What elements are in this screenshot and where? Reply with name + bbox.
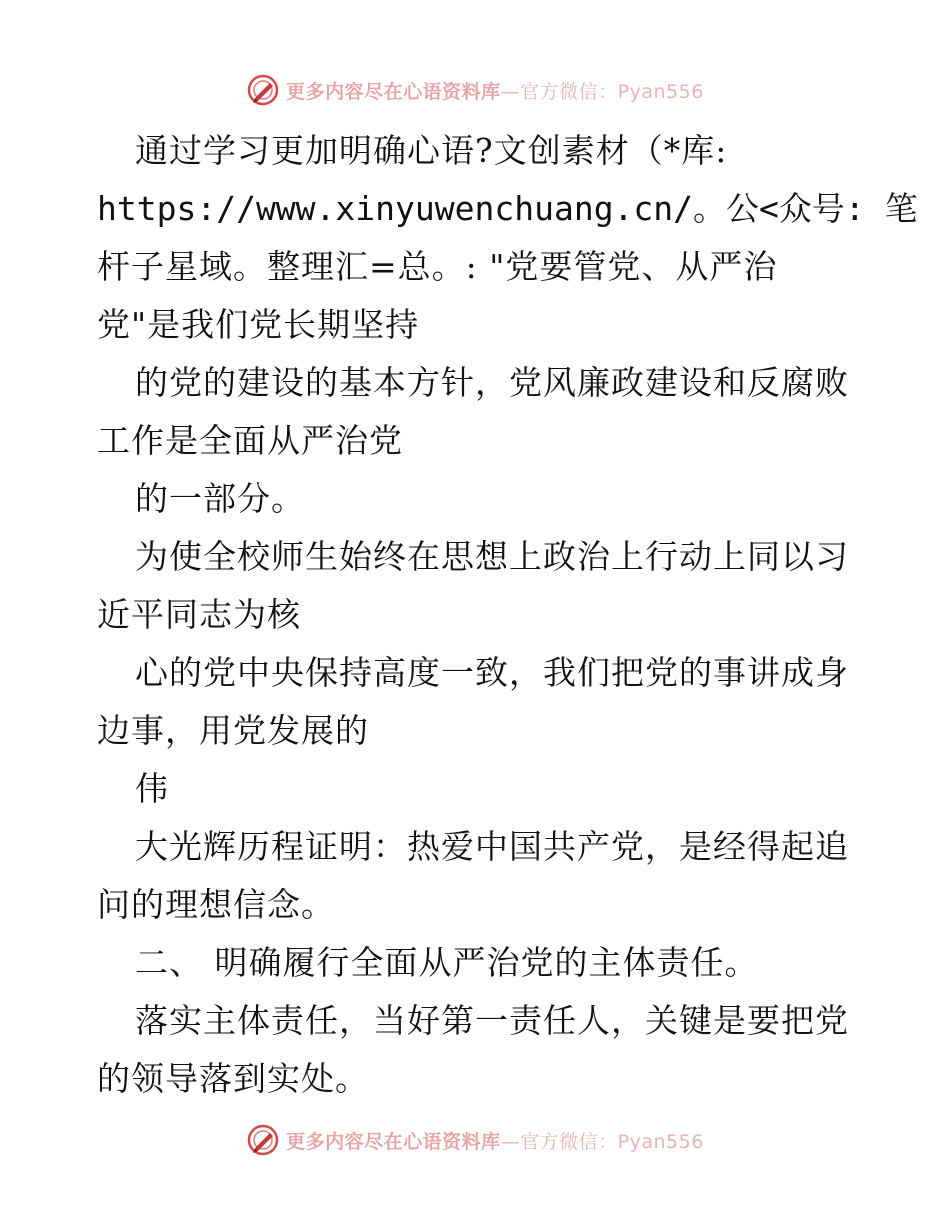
section-heading: 二、 明确履行全面从严治党的主体责任。 xyxy=(135,943,759,982)
body-line: 的一部分。 xyxy=(135,479,305,518)
header-contact-text: —官方微信：Pyan556 xyxy=(500,80,704,103)
body-line: https://www.xinyuwenchuang.cn/。公<众号: 笔 xyxy=(97,189,918,228)
footer-watermark xyxy=(0,1120,950,1160)
body-line: 杆子星域。整理汇=总。: "党要管党、从严治 xyxy=(97,247,778,286)
header-watermark-text xyxy=(286,77,704,104)
footer-brand-text: 更多内容尽在心语资料库 xyxy=(286,1130,501,1153)
header-brand-text: 更多内容尽在心语资料库 xyxy=(286,80,501,103)
body-line: 的领导落到实处。 xyxy=(97,1059,369,1098)
body-line: 的党的建设的基本方针，党风廉政建设和反腐败 xyxy=(135,363,849,402)
document-body xyxy=(97,122,918,1108)
body-line: 党"是我们党长期坚持 xyxy=(97,305,420,344)
body-line: 为使全校师生始终在思想上政治上行动上同以习 xyxy=(135,537,849,576)
body-line: 大光辉历程证明：热爱中国共产党，是经得起追 xyxy=(135,827,849,866)
body-line: 边事，用党发展的 xyxy=(97,711,369,750)
header-watermark xyxy=(0,70,950,110)
footer-contact-text: —官方微信：Pyan556 xyxy=(500,1130,704,1153)
footer-watermark-text xyxy=(286,1127,704,1154)
body-line: 心的党中央保持高度一致，我们把党的事讲成身 xyxy=(135,653,849,692)
body-line: 工作是全面从严治党 xyxy=(97,421,403,460)
body-line: 伟 xyxy=(135,769,169,808)
pen-logo-icon xyxy=(246,73,280,107)
pen-logo-icon xyxy=(246,1123,280,1157)
body-line: 近平同志为核 xyxy=(97,595,301,634)
body-line: 问的理想信念。 xyxy=(97,885,335,924)
body-line: 落实主体责任，当好第一责任人，关键是要把党 xyxy=(135,1001,849,1040)
body-line: 通过学习更加明确心语?文创素材（*库: xyxy=(135,131,728,170)
